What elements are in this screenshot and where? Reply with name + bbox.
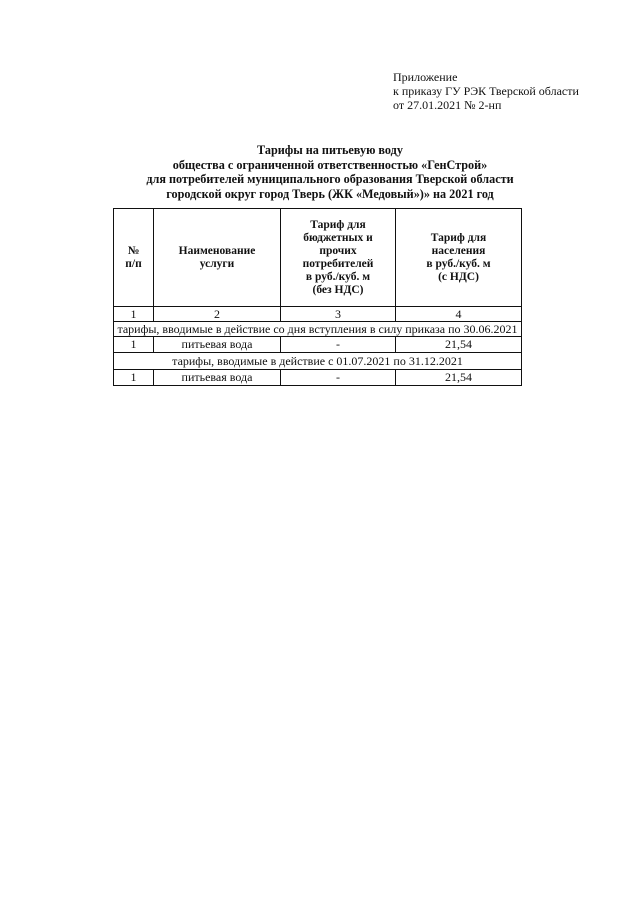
appendix-line-1: Приложение	[393, 70, 458, 84]
column-numbers-row	[114, 307, 522, 322]
header-number: № п/п	[114, 209, 154, 307]
section-label: тарифы, вводимые в действие со дня вступления в силу приказа по 30.06.2021	[114, 322, 522, 337]
appendix-line-3: от 27.01.2021 № 2-нп	[393, 98, 502, 112]
title-line-3: для потребителей муниципального образования Тверской области	[146, 172, 514, 186]
table-row	[114, 370, 522, 386]
row-number: 1	[114, 337, 154, 353]
document-title	[90, 143, 570, 201]
appendix-reference	[393, 70, 633, 112]
column-number: 4	[396, 307, 522, 322]
header-tariff-population: Тариф для населения в руб./куб. м (с НДС)	[396, 209, 522, 307]
table-row	[114, 337, 522, 353]
column-number: 1	[114, 307, 154, 322]
row-tariff-vat: 21,54	[396, 370, 522, 386]
header-service-name: Наименование услуги	[154, 209, 281, 307]
row-tariff-vat: 21,54	[396, 337, 522, 353]
row-tariff-no-vat: -	[281, 337, 396, 353]
section-row	[114, 322, 522, 337]
row-service: питьевая вода	[154, 370, 281, 386]
row-tariff-no-vat: -	[281, 370, 396, 386]
row-number: 1	[114, 370, 154, 386]
title-line-1: Тарифы на питьевую воду	[257, 143, 403, 157]
table-header-row	[114, 209, 522, 307]
column-number: 2	[154, 307, 281, 322]
header-tariff-budget: Тариф для бюджетных и прочих потребителей в руб./куб. м (без НДС)	[281, 209, 396, 307]
section-row	[114, 353, 522, 370]
title-line-4: городской округ город Тверь (ЖК «Медовый»)» на 2021 год	[166, 186, 494, 201]
row-service: питьевая вода	[154, 337, 281, 353]
appendix-line-2: к приказу ГУ РЭК Тверской области	[393, 84, 579, 98]
section-label: тарифы, вводимые в действие с 01.07.2021 по 31.12.2021	[114, 353, 522, 370]
tariff-table	[113, 208, 522, 386]
title-line-2: общества с ограниченной ответственностью «ГенСтрой»	[172, 157, 488, 172]
column-number: 3	[281, 307, 396, 322]
